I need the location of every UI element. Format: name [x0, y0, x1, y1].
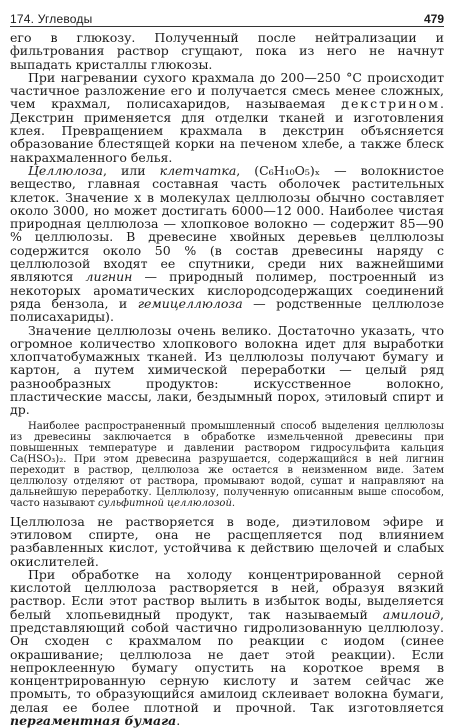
paragraph-cellulose — [10, 164, 444, 324]
paragraph-amyloid — [10, 568, 444, 728]
text-run: . — [176, 713, 181, 728]
text-run: При нагревании сухого крахмала до 200—250 °С происходит частичное разложение его и получается смесь менее сложных, чем крахмал, полисахаридов, называемая — [10, 69, 444, 112]
formula: , (C₆H₁₀O₅)ₓ — [236, 162, 321, 178]
text-run: Наиболее распространенный промышленный способ выделения целлюлозы из древесины заключается в обработке измельченной древесины при повышенных температуре и давлении раствором гидросульфита кальция Ca(HSO₃)₂. При этом древесина разрушается, содержащийся в ней лигнин переходит в раствор, целлюлоза же остается в неизменном виде. Затем целлюлозу отделяют от раствора, промывают водой, сушат и направляют на дальнейшую переработку. Целлюлозу, полученную описанным выше способом, часто называют — [10, 420, 444, 509]
text-run: , или — [102, 162, 160, 178]
text-run: . Декстрин применяется для отделки тканей и изготовления клея. Превращением крахмала в декстрин объясняется образование блестящей корки на печеном хлебе, а также блеск накрахмаленного белья. — [10, 96, 444, 165]
paragraph-dextrin — [10, 71, 444, 164]
page-number: 479 — [423, 12, 444, 26]
note-sulfite-process — [10, 421, 444, 509]
text-run: — природный полимер, построенный из некоторых ароматических кислородсодержащих соединений ряда бензола, и — [10, 269, 444, 311]
term-lignin: лигнин — [85, 269, 133, 285]
paragraph-glucose: его в глюкозу. Полученный после нейтрализации и фильтрования раствор сгущают, пока из него не начнут выпадать кристаллы глюкозы. — [10, 30, 444, 72]
term-parchment-paper: пергаментная бумага — [10, 713, 177, 728]
section-title: 174. Углеводы — [10, 12, 93, 26]
term-cellulose: Целлюлоза — [28, 162, 103, 178]
running-header — [10, 6, 444, 27]
paragraph-importance: Значение целлюлозы очень велико. Достаточно указать, что огромное количество хлопкового волокна идет для выработки хлопчатобумажных тканей. Из целлюлозы получают бумагу и картон, а путем химической переработки — целый ряд разнообразных продуктов: искусственное волокно, пластические массы, лаки, бездымный порох, этиловый спирт и др. — [10, 322, 444, 418]
term-dextrin: декстрином — [341, 96, 441, 112]
text-run: — родственные целлюлозе полисахариды). — [10, 295, 444, 325]
text-run: , представляющий собой частично гидролизованную целлюлозу. Он сходен с крахмалом по реакции с иодом (синее окрашивание; целлюлоза не дает этой реакции). Если непроклеенную бумагу опустить на короткое время в концентрированную серную кислоту и затем сейчас же промыть, то образующийся амилоид склеивает волокна бумаги, делая ее более плотной и прочной. Так изготовляется — [10, 606, 444, 715]
term-kletchatka: клетчатка — [159, 162, 237, 178]
term-amyloid: амилоид — [382, 606, 441, 622]
text-run: . — [231, 497, 236, 509]
text-run: — волокнистое вещество, главная составная часть оболочек растительных клеток. Значение x в молекулах целлюлозы обычно составляет около 3000, но может достигать 6000—12 000. Наиболее чистая природная целлюлоза — хлопковое волокно — содержит 85—90 % целлюлозы. В древесине хвойных деревьев целлюлозы содержится около 50 % (в состав древесины наряду с целлюлозой входят ее спутники, среди них важнейшими являются — [10, 162, 444, 285]
text-run: При обработке на холоду концентрированной серной кислотой целлюлоза растворяется в ней, образуя вязкий раствор. Если этот раствор вылить в избыток воды, выделяется белый хлопьевидный продукт, так называемый — [10, 566, 444, 622]
paragraph-solubility: Целлюлоза не растворяется в воде, диэтиловом эфире и этиловом спирте, она не расщепляется под влиянием разбавленных кислот, устойчива к действию щелочей и слабых окислителей. — [10, 513, 444, 569]
term-hemicellulose: гемицеллюлоза — [137, 295, 243, 311]
term-sulfite-cellulose: сульфитной целлюлозой — [97, 497, 232, 509]
